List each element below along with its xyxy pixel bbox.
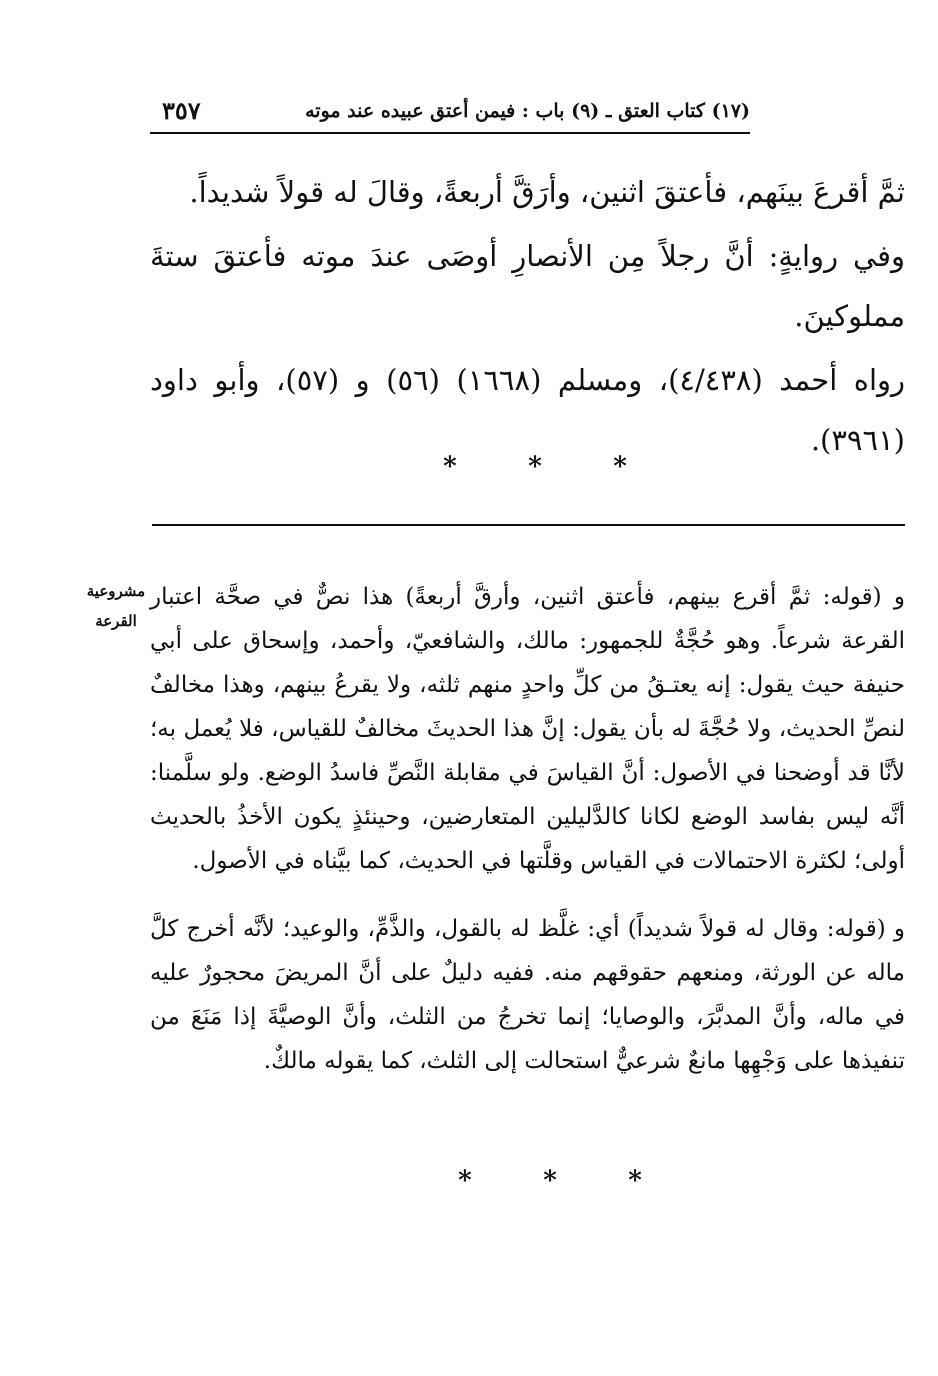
- star-glyph: *: [543, 1166, 557, 1196]
- margin-note: مشروعية القرعة: [86, 582, 146, 630]
- hadith-paragraph: ثمَّ أقرعَ بينَهم، فأعتقَ اثنين، وأرَقَّ أربعةً، وقالَ له قولاً شديداً.: [189, 175, 905, 209]
- page-header: [150, 96, 750, 132]
- end-stars: [400, 1166, 700, 1196]
- running-title: (١٧) كتاب العتق ـ (٩) باب : فيمن أعتق عبيده عند موته: [305, 100, 750, 122]
- commentary-paragraph: و (قوله: وقال له قولاً شديداً) أي: غلَّظ له بالقول، والذَّمِّ، والوعيد؛ لأنَّه أخرج كلَّ ماله عن الورثة، ومنعهم حقوقهم منه. ففيه دليلٌ على أنَّ المريضَ محجورٌ عليه في ماله، وأنَّ المدبَّرَ، والوصايا؛ إنما تخرجُ من الثلث، وأنَّ الوصيَّةَ إذا مَنَعَ من تنفيذها على وَجْهِها مانعٌ شرعيٌّ استحالت إلى الثلث، كما يقوله مالكٌ.: [150, 916, 905, 1074]
- star-glyph: *: [528, 452, 542, 482]
- star-glyph: *: [613, 452, 627, 482]
- footnote-separator: [152, 524, 905, 526]
- hadith-paragraph: وفي روايةٍ: أنَّ رجلاً مِن الأنصارِ أوصَى عندَ موته فأعتقَ ستةَ مملوكينَ.: [150, 239, 905, 333]
- star-glyph: *: [443, 452, 457, 482]
- page-number: ٣٥٧: [162, 96, 201, 125]
- commentary-paragraph: و (قوله: ثمَّ أقرع بينهم، فأعتق اثنين، وأرقَّ أربعةً) هذا نصٌّ في صحَّة اعتبار القرعة شرعاً. وهو حُجَّةٌ للجمهور: مالك، والشافعيّ، وأحمد، وإسحاق على أبي حنيفة حيث يقول: إنه يعتـقُ من كلِّ واحدٍ منهم ثلثه، ولا يقرعُ بينهم، وهذا مخالفٌ لنصِّ الحديث، ولا حُجَّةَ له بأن يقول: إنَّ هذا الحديثَ مخالفٌ للقياس، فلا يُعمل به؛ لأنَّا قد أوضحنا في الأصول: أنَّ القياسَ في مقابلة النَّصِّ فاسدُ الوضع. ولو سلَّمنا: أنَّه ليس بفاسد الوضع لكانا كالدَّليلين المتعارضين، وحينئذٍ يكون الأخذُ بالحديث أولى؛ لكثرة الاحتمالات في القياس وقلَّتها في الحديث، كما بيَّناه في الأصول.: [150, 584, 905, 874]
- section-stars: [385, 452, 685, 482]
- star-glyph: *: [628, 1166, 642, 1196]
- commentary-text: [150, 575, 905, 1083]
- star-glyph: *: [458, 1166, 472, 1196]
- header-rule: [150, 132, 750, 134]
- hadith-citation: رواه أحمد (٤/٤٣٨)، ومسلم (١٦٦٨) (٥٦) و (٥٧)، وأبو داود (٣٩٦١).: [150, 363, 906, 457]
- hadith-text: [150, 162, 905, 470]
